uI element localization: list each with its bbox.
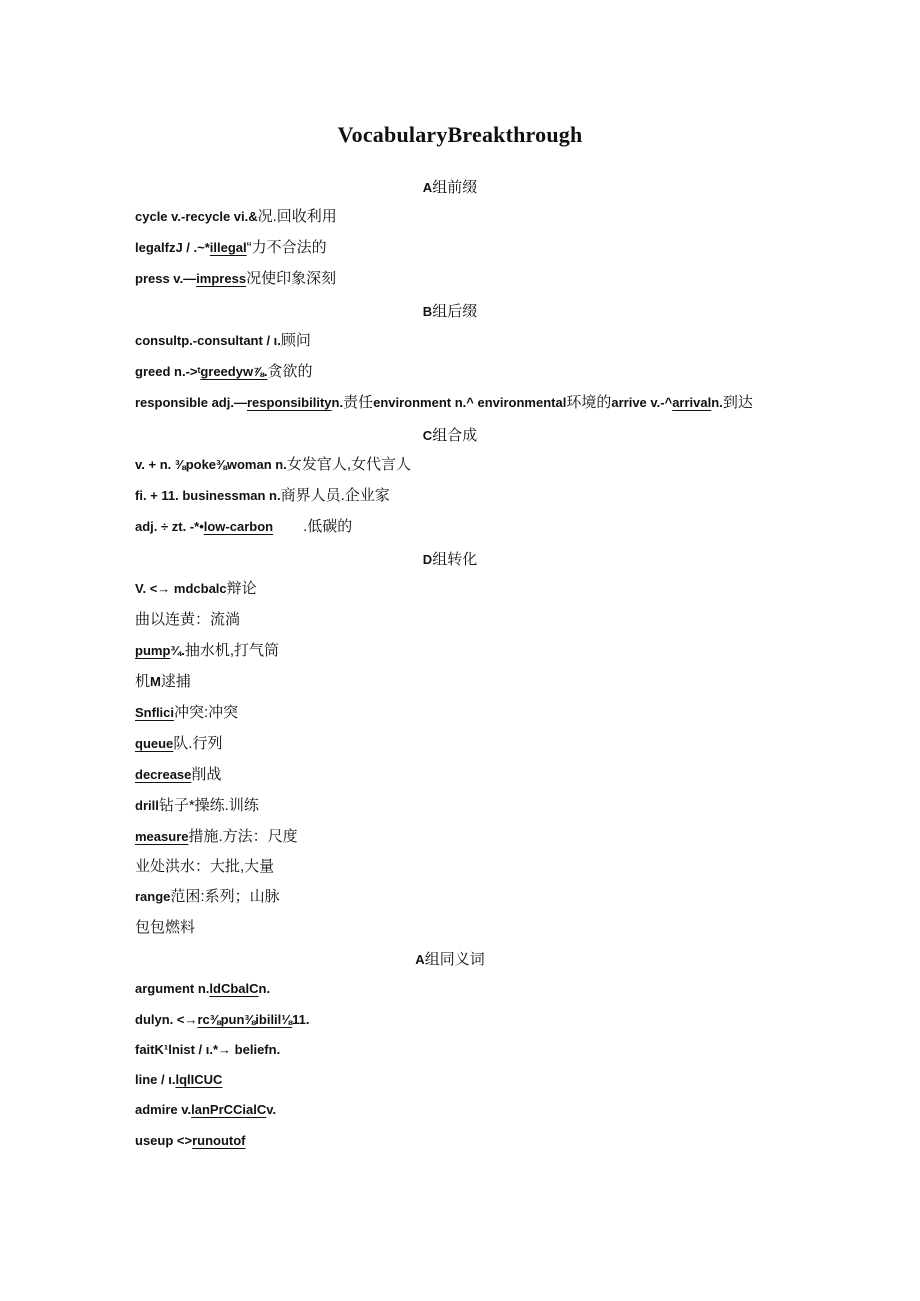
answer-text: queue (135, 736, 174, 751)
vocab-line (135, 238, 327, 258)
english-text: n. (258, 981, 271, 996)
chinese-text: 范困:系列；山脉 (170, 888, 280, 905)
chinese-text: 况使印象深刻 (246, 270, 337, 287)
answer-text: low-carbon (203, 519, 274, 534)
english-text: n. (711, 395, 723, 410)
vocab-line (135, 918, 195, 938)
answer-text: Snflici (135, 705, 175, 720)
english-text: v. (266, 1102, 277, 1117)
english-text: cycle v.-recycle vi.& (135, 209, 258, 224)
vocab-line (135, 1070, 222, 1090)
vocab-line (135, 269, 336, 289)
section-heading-synonyms (0, 948, 900, 969)
answer-text: ldCbalC (209, 981, 259, 996)
vocab-line (135, 887, 280, 907)
section-label: 组合成 (432, 427, 478, 444)
answer-text: illegal (209, 240, 247, 255)
vocab-line (135, 734, 222, 754)
vocab-line (135, 362, 313, 382)
english-text: v. + n. ⅜poke⅜woman n. (135, 457, 287, 472)
vocab-line (135, 672, 191, 692)
vocab-line (135, 331, 311, 351)
chinese-text: 商界人员.企业家 (280, 487, 390, 504)
vocab-line (135, 979, 270, 999)
vocab-line (135, 765, 221, 785)
english-text: fi. + 11. businessman n. (135, 488, 281, 503)
vocab-line (135, 207, 337, 227)
answer-text: greedyw⅞. (200, 364, 268, 379)
english-text: 11. (292, 1012, 310, 1027)
chinese-text: 业处洪水：大批,大量 (135, 858, 275, 875)
answer-text: decrease (135, 767, 192, 782)
answer-text: pump (135, 643, 171, 658)
vocab-line (135, 1100, 276, 1120)
english-text: environment n.^ environmental (373, 395, 567, 410)
vocab-line (135, 455, 411, 475)
english-text: admire v. (135, 1102, 192, 1117)
section-tag: D (422, 552, 433, 567)
vocab-line (135, 517, 352, 537)
answer-text: lanPrCCialC (191, 1102, 267, 1117)
english-text: M (150, 674, 161, 689)
english-text: useup <> (135, 1133, 193, 1148)
chinese-text: 削战 (191, 766, 222, 783)
chinese-text: 曲以连黄：流淌 (135, 611, 241, 628)
answer-text: lqlICUC (175, 1072, 223, 1087)
chinese-text: 包包燃料 (135, 919, 196, 936)
section-tag: C (422, 428, 433, 443)
section-tag: B (422, 304, 433, 319)
chinese-text: 女发官人,女代言人 (286, 456, 412, 473)
english-text: consultp.-consultant / ι. (135, 333, 281, 348)
vocab-line (135, 610, 240, 630)
section-label: 组前缀 (432, 179, 478, 196)
answer-text: responsibility (246, 395, 332, 410)
vocab-line (135, 1040, 280, 1060)
answer-text: rc⅜pun⅜ibilil⅛ (197, 1012, 293, 1027)
chinese-text: “力不合法的 (246, 239, 327, 256)
english-text: line / ι. (135, 1072, 176, 1087)
english-text: n. (331, 395, 344, 410)
chinese-text: 贪欲的 (267, 363, 313, 380)
chinese-text: 钻子*操练.训练 (158, 797, 259, 814)
vocab-line (135, 1131, 246, 1151)
english-text: faitK¹lnist / ι.*→ beliefn. (135, 1042, 281, 1057)
section-heading-compound (0, 424, 900, 445)
vocab-line (135, 703, 238, 723)
answer-text: runoutof (192, 1133, 246, 1148)
english-text: V. <→ mdcbalc (135, 581, 227, 596)
english-text: greed n.->ᵗ (135, 364, 201, 379)
vocab-line (135, 827, 298, 847)
chinese-text: 队.行列 (173, 735, 223, 752)
page-title: VocabularyBreakthrough (337, 122, 583, 147)
section-heading-conversion (0, 548, 900, 569)
chinese-text: 环境的 (566, 394, 612, 411)
vocab-line (135, 579, 257, 599)
section-label: 组转化 (432, 551, 478, 568)
chinese-text: 措施.方法：尺度 (188, 828, 298, 845)
english-text: responsible adj.— (135, 395, 247, 410)
section-tag: A (422, 180, 433, 195)
english-text: range (135, 889, 171, 904)
chinese-text: 抽水机,打气筒 (184, 642, 280, 659)
chinese-text: .低碳的 (303, 518, 353, 535)
answer-text: impress (196, 271, 247, 286)
chinese-text: 逑捕 (160, 673, 191, 690)
answer-text: arrival (672, 395, 712, 410)
english-text: adj. ÷ zt. -*• (135, 519, 204, 534)
vocab-line (135, 393, 753, 413)
english-text: arrive v.-^ (611, 395, 673, 410)
chinese-text: 到达 (722, 394, 753, 411)
chinese-text: 冲突:冲突 (174, 704, 239, 721)
english-text: argument n. (135, 981, 210, 996)
section-heading-suffix (0, 300, 900, 321)
english-text: press v.— (135, 271, 197, 286)
vocab-line (135, 857, 274, 877)
vocab-line (135, 1010, 309, 1030)
vocab-line (135, 641, 279, 661)
english-text: drill (135, 798, 159, 813)
chinese-text: 责任 (343, 394, 374, 411)
section-heading-prefix (0, 176, 900, 197)
english-text: dulyn. <→ (135, 1012, 198, 1027)
section-label: 组同义词 (424, 951, 485, 968)
chinese-text: 辩论 (226, 580, 257, 597)
vocab-line (135, 796, 259, 816)
chinese-text: 机 (135, 673, 151, 690)
vocab-line (135, 486, 390, 506)
chinese-text: 况.回收利用 (257, 208, 337, 225)
section-label: 组后缀 (432, 303, 478, 320)
chinese-text: 顾问 (280, 332, 311, 349)
english-text: ¾. (170, 643, 185, 658)
section-tag: A (415, 952, 425, 967)
english-text: legalfzJ / .~* (135, 240, 210, 255)
answer-text: measure (135, 829, 189, 844)
